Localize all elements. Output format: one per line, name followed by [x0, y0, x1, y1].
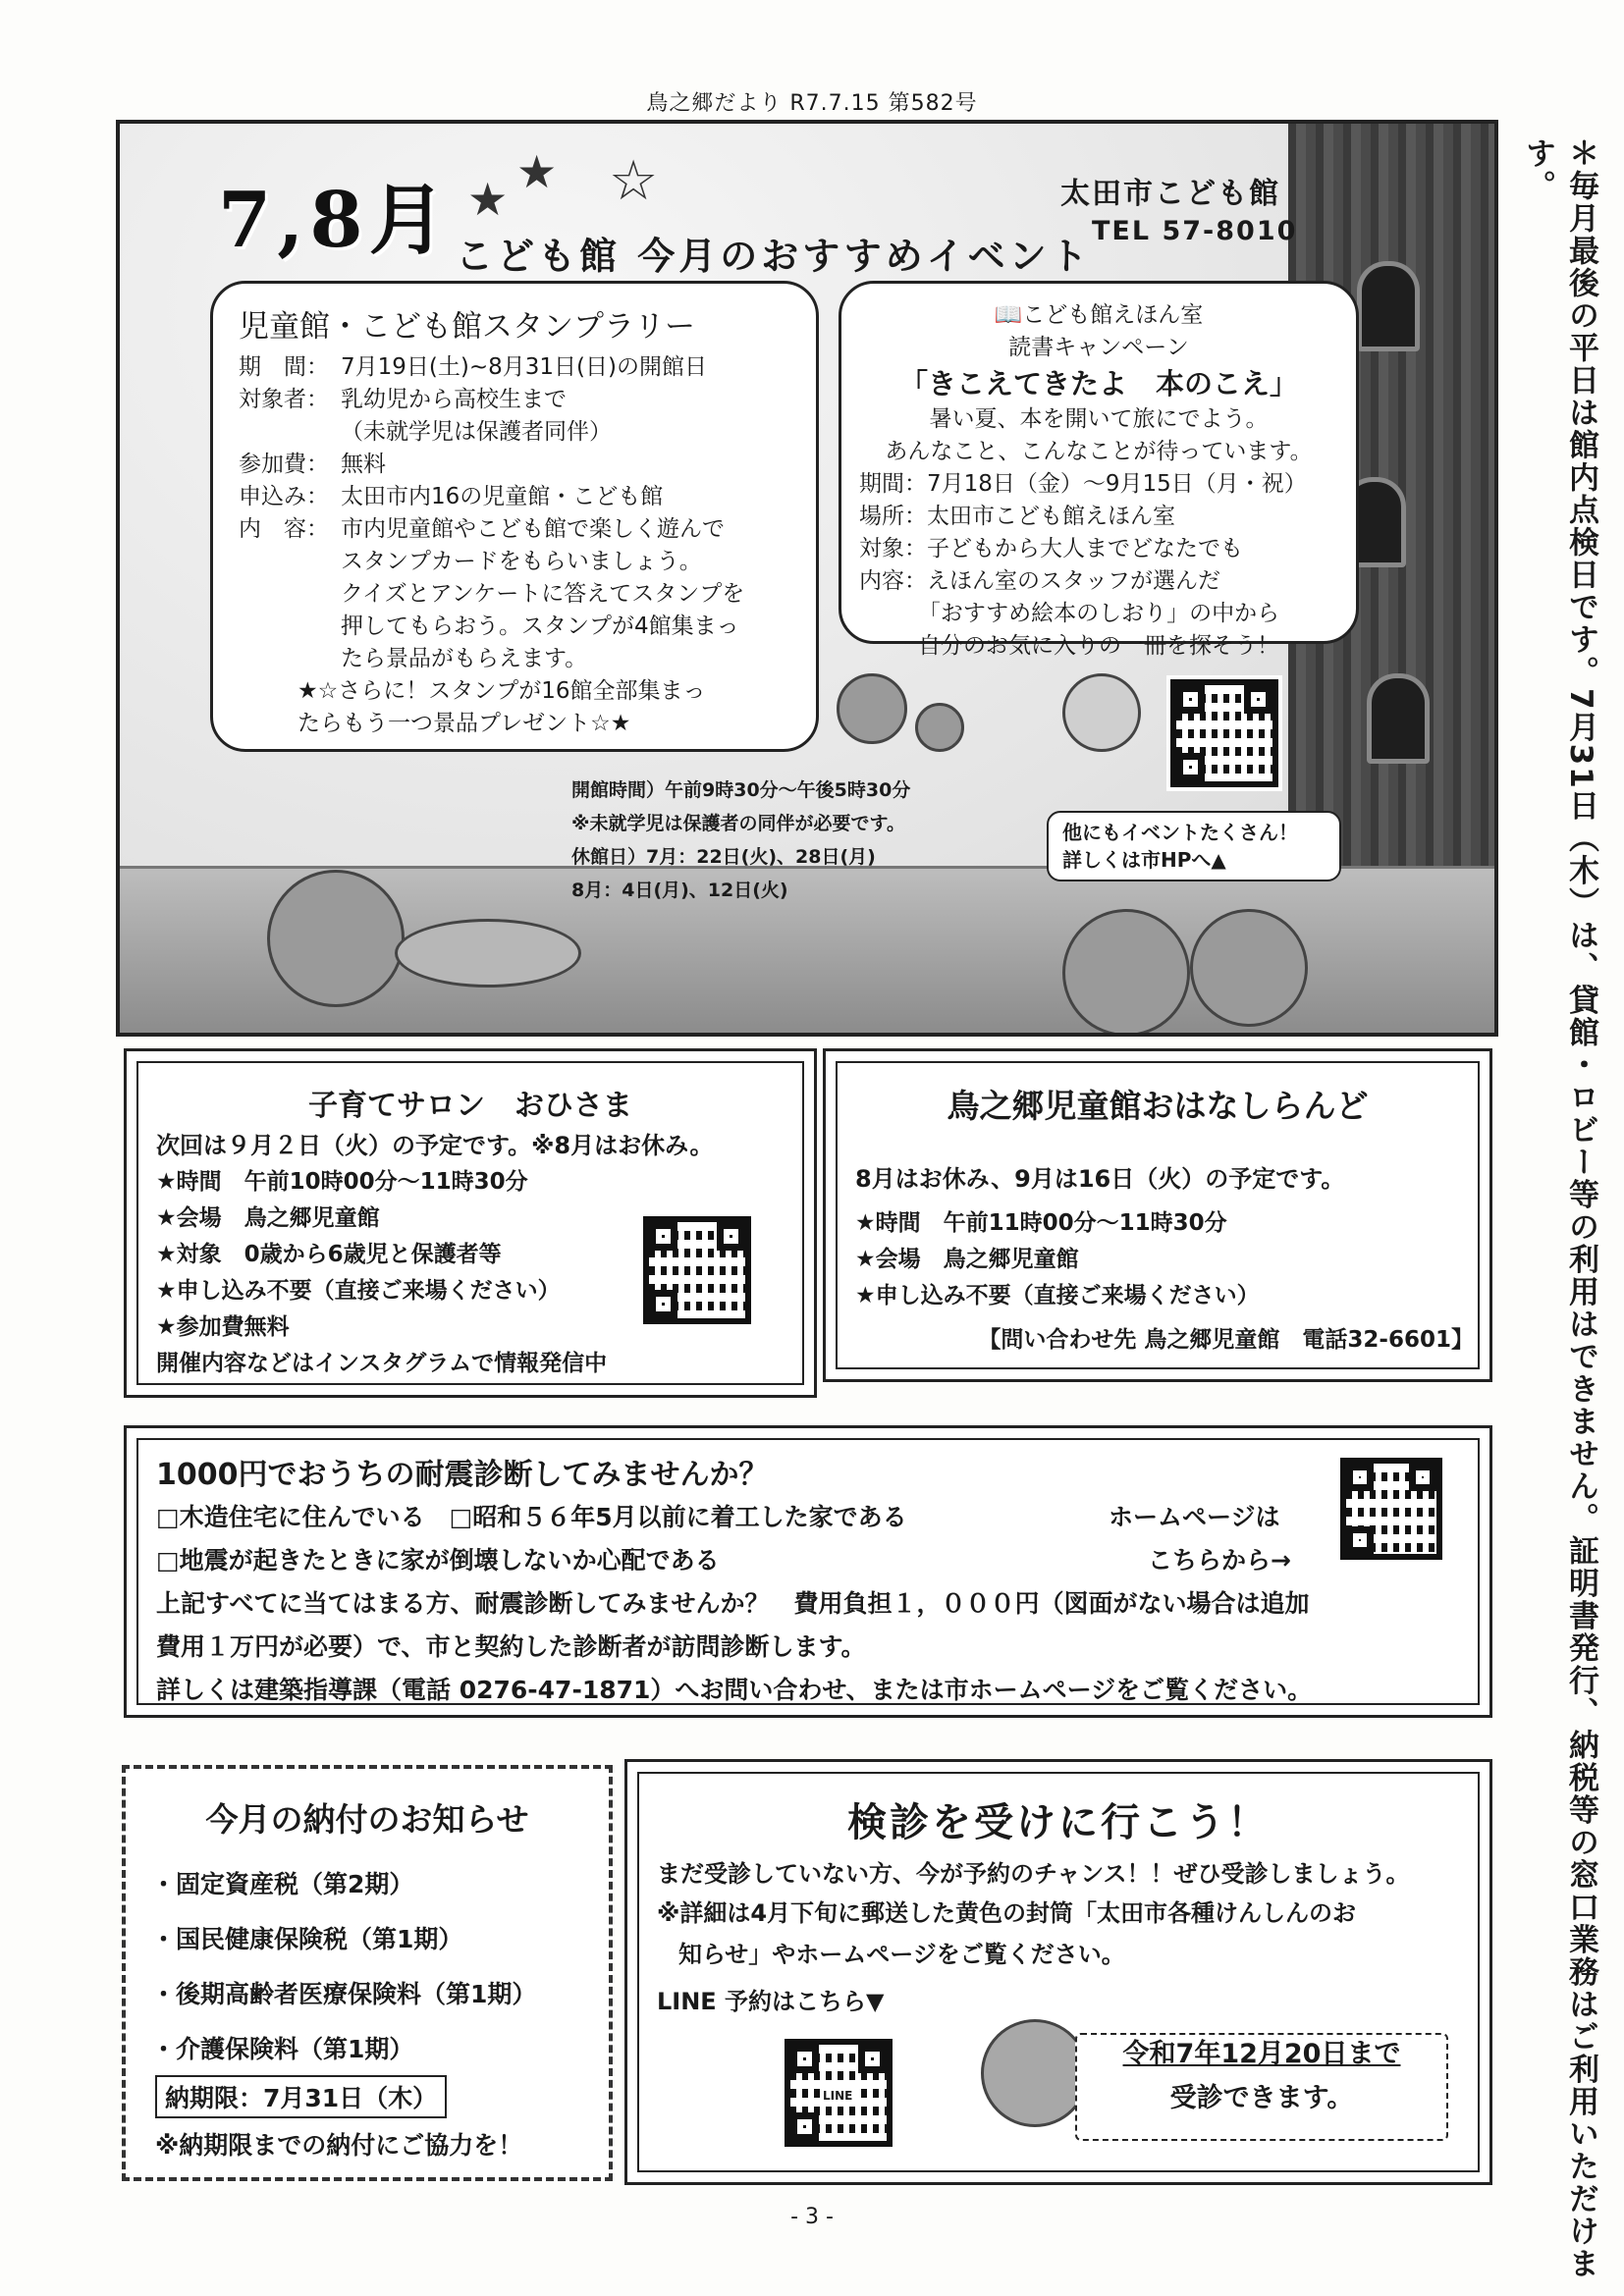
tax-items — [151, 1857, 603, 2077]
campaign-title: 「きこえてきたよ 本のこえ」 — [898, 367, 1298, 400]
org-name: 太田市こども館 — [1060, 177, 1280, 211]
newsletter-header: 鳥之郷だより R7.7.15 第582号 — [646, 91, 978, 116]
stamp-row: （未就学児は保護者同伴） — [341, 419, 612, 445]
tax-cooperate: ※納期限までの納付にご協力を！ — [155, 2131, 523, 2160]
sunflower-illustration — [915, 703, 964, 752]
stamp-row: 対象者： 乳幼児から高校生まで — [239, 387, 567, 412]
star-icon: ★ — [516, 145, 558, 198]
campaign-label: 読書キャンペーン — [1008, 335, 1189, 360]
line-logo: LINE — [820, 2088, 855, 2104]
line-qr-code[interactable] — [785, 2039, 893, 2147]
instagram-qr-code[interactable] — [643, 1216, 751, 1324]
stamp-rally-title: 児童館・こども館スタンプラリー — [239, 309, 695, 345]
pancake-illustration — [395, 919, 581, 988]
ehon-place: 場所：太田市こども館えほん室 — [859, 504, 1175, 529]
stamp-row: 参加費： 無料 — [239, 452, 386, 477]
stamp-content: 押してもらおう。スタンプが4館集まっ — [341, 614, 739, 639]
ehon-content: 「おすすめ絵本のしおり」の中から — [917, 601, 1280, 626]
checkup-until: 令和7年12月20日まで — [1122, 2039, 1401, 2069]
stamp-row: 内 容： 市内児童館やこども館で楽しく遊んで — [239, 516, 725, 542]
kodomokan-event-panel — [116, 120, 1498, 1037]
stamp-content: クイズとアンケートに答えてスタンプを — [341, 581, 745, 607]
checkup-available: 受診できます。 — [1169, 2083, 1354, 2113]
mascot-illustration — [981, 2019, 1089, 2127]
stamp-content: たら景品がもらえます。 — [341, 646, 588, 671]
ohisama-title: 子育てサロン おひさま — [308, 1089, 632, 1123]
tree-window — [1367, 673, 1430, 764]
quake-check-1: □木造住宅に住んでいる □昭和５６年5月以前に着工した家である — [156, 1503, 907, 1531]
quake-link[interactable]: こちらから→ — [1148, 1546, 1291, 1575]
ohisama-box — [124, 1048, 817, 1398]
tax-item: ・国民健康保険税（第1期） — [151, 1925, 463, 1953]
checkup-title: 検診を受けに行こう！ — [847, 1800, 1270, 1845]
quake-homepage-label: ホームページは — [1109, 1503, 1280, 1531]
quake-qr-code[interactable] — [1340, 1458, 1442, 1560]
checkup-line: ※詳細は4月下旬に郵送した黄色の封筒「太田市各種けんしんのお — [657, 1899, 1357, 1927]
side-notice: ＊毎月最後の平日は館内点検日です。7月31日（木）は、貸館・ロビー等の利用はできません。証明書発行、納税等の窓口業務はご利用いただけます。 — [1520, 137, 1598, 2280]
opening-hours: 開館時間）午前9時30分～午後5時30分 ※未就学児は保護者の同伴が必要です。 休館日）7月：22日(火)、28日(月) 8月：4日(月)、12日(火) — [571, 779, 911, 901]
quake-body: 上記すべてに当てはまる方、耐震診断してみませんか？ 費用負担１，０００円（図面がない場合は追加 — [156, 1589, 1310, 1618]
ohanashi-details: 8月はお休み、9月は16日（火）の予定です。 ★時間 午前11時00分～11時30分 ★会場 鳥之郷児童館 ★申し込み不要（直接ご来場ください） 【問い合わせ先 鳥之郷児童館 電話32-6601】 — [855, 1165, 1474, 1353]
line-reserve-label: LINE 予約はこちら▼ — [657, 1988, 885, 2015]
ehon-period: 期間：7月18日（金）～9月15日（月・祝） — [859, 471, 1307, 497]
quake-body: 詳しくは建築指導課（電話 0276-47-1871）へお問い合わせ、または市ホームページをご覧ください。 — [156, 1676, 1313, 1704]
character-illustration — [1062, 909, 1190, 1037]
ehon-lead: あんなこと、こんなことが待っています。 — [885, 439, 1313, 464]
event-subtitle: こども館 今月のおすすめイベント — [456, 235, 1092, 278]
star-outline-icon: ☆ — [609, 149, 659, 213]
tax-item: ・固定資産税（第2期） — [151, 1870, 414, 1898]
quake-check-2: □地震が起きたときに家が倒壊しないか心配である — [156, 1546, 720, 1575]
tree-window — [1357, 261, 1420, 351]
teapot-character-illustration — [267, 870, 405, 1007]
stamp-content: スタンプカードをもらいましょう。 — [341, 549, 702, 574]
checkup-line: まだ受診していない方、今が予約のチャンス！！ぜひ受診しましょう。 — [657, 1860, 1410, 1888]
ehon-lead: 暑い夏、本を開いて旅にでよう。 — [929, 406, 1269, 432]
ohanashi-box — [823, 1048, 1492, 1382]
ehon-content: 自分のお気に入りの一冊を探そう！ — [918, 633, 1279, 659]
stamp-bonus: ★☆さらに！スタンプが16館全部集まっ — [298, 678, 706, 704]
tax-notice-box — [122, 1765, 613, 2181]
ohanashi-title: 鳥之郷児童館おはなしらんど — [947, 1087, 1369, 1125]
checkup-line: 知らせ」やホームページをご覧ください。 — [678, 1941, 1125, 1968]
tax-deadline: 納期限：7月31日（木） — [155, 2075, 447, 2118]
checkup-box — [624, 1759, 1492, 2185]
ehon-room-card — [839, 281, 1359, 659]
stamp-rally-card — [210, 281, 819, 752]
character-illustration — [1190, 909, 1308, 1027]
star-icon: ★ — [467, 173, 509, 226]
ohisama-details: 次回は９月２日（火）の予定です。※8月はお休み。 ★時間 午前10時00分～11時30分 ★会場 鳥之郷児童館 ★対象 0歳から6歳児と保護者等 ★申し込み不要（直接ご来場ください） ★参加費無料 開催内容などはインスタグラムで情報発信中 — [156, 1132, 714, 1376]
tax-item: ・後期高齢者医療保険料（第1期） — [151, 1980, 537, 2008]
quake-title: 1000円でおうちの耐震診断してみませんか？ — [156, 1458, 769, 1492]
stamp-row: 申込み： 太田市内16の児童館・こども館 — [239, 484, 664, 509]
child-reading-illustration — [1062, 673, 1141, 752]
ehon-target: 対象：子どもから大人までどなたでも — [859, 536, 1243, 561]
earthquake-diagnosis-box — [124, 1425, 1492, 1718]
stamp-bonus: たらもう一つ景品プレゼント☆★ — [298, 711, 631, 736]
tax-item: ・介護保険料（第1期） — [151, 2035, 414, 2063]
org-tel: TEL 57-8010 — [1092, 216, 1298, 246]
stamp-row: 期 間： 7月19日(土)~8月31日(日)の開館日 — [239, 354, 707, 380]
quake-body: 費用１万円が必要）で、市と契約した診断者が訪問診断します。 — [156, 1632, 866, 1661]
event-qr-code[interactable] — [1170, 679, 1278, 787]
more-events-callout: 他にもイベントたくさん！ 詳しくは市HPへ▲ — [1047, 811, 1341, 881]
tax-title: 今月の納付のお知らせ — [205, 1800, 529, 1839]
sunflower-illustration — [837, 673, 907, 744]
ehon-room-label: 📖こども館えほん室 — [994, 302, 1204, 328]
page-number: - 3 - — [790, 2205, 834, 2229]
month-title: 7,8月 — [218, 176, 452, 265]
checkup-deadline-box — [1075, 2033, 1448, 2141]
ehon-content: 内容：えほん室のスタッフが選んだ — [859, 568, 1220, 594]
